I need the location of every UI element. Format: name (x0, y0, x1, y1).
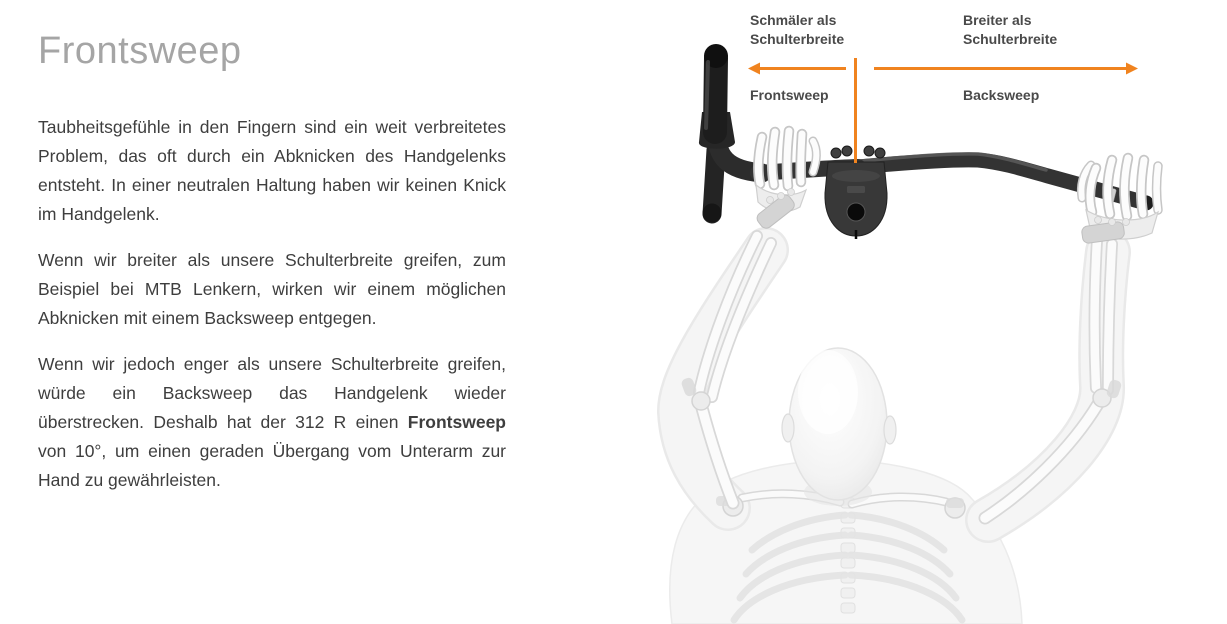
left-elbow-joint (692, 392, 710, 410)
paragraph-3-post: von 10°, um einen geraden Übergang vom Unterarm zur Hand zu gewährleisten. (38, 441, 506, 490)
center-divider-line (854, 58, 857, 163)
stem-logo (847, 186, 865, 193)
page-title: Frontsweep (38, 30, 242, 72)
stem-bolt-hole (847, 203, 865, 221)
paragraph-2: Wenn wir breiter als unsere Schulterbreite greifen, zum Beispiel bei MTB Lenkern, wirken wir einem möglichen Abknicken mit einem Backsweep entgegen. (38, 250, 506, 328)
right-acromion (946, 498, 964, 508)
paragraph-3-bold: Frontsweep (407, 412, 506, 432)
drop-end (703, 204, 722, 223)
left-ear (782, 414, 794, 442)
arrow-right-icon (874, 63, 1138, 75)
left-hand (755, 131, 817, 231)
hood-highlight (706, 62, 708, 128)
label-backsweep: Backsweep (963, 87, 1040, 103)
stem-highlight (832, 170, 880, 182)
label-frontsweep: Frontsweep (750, 87, 829, 103)
arrow-left-icon (748, 63, 846, 75)
brake-hood (715, 58, 716, 132)
label-narrower-than-shoulder-width: Schmäler als Schulterbreite (750, 12, 845, 47)
skeleton-figure (670, 236, 1123, 624)
label-wider-than-shoulder-width: Breiter als Schulterbreite (963, 12, 1058, 47)
right-ear (884, 416, 896, 444)
head-highlight (798, 350, 858, 434)
paragraph-1: Taubheitsgefühle in den Fingern sind ein weit verbreitetes Problem, das oft durch ein Abknicken des Handgelenks entsteht. In einer neutralen Haltung haben wir keinen Knick im Handgelenk. (38, 117, 506, 224)
paragraph-3-pre: Wenn wir jedoch enger als unsere Schulterbreite greifen, würde ein Backsweep das Handgelenk wieder überstrecken. Deshalb hat der 312 R einen (38, 354, 506, 432)
